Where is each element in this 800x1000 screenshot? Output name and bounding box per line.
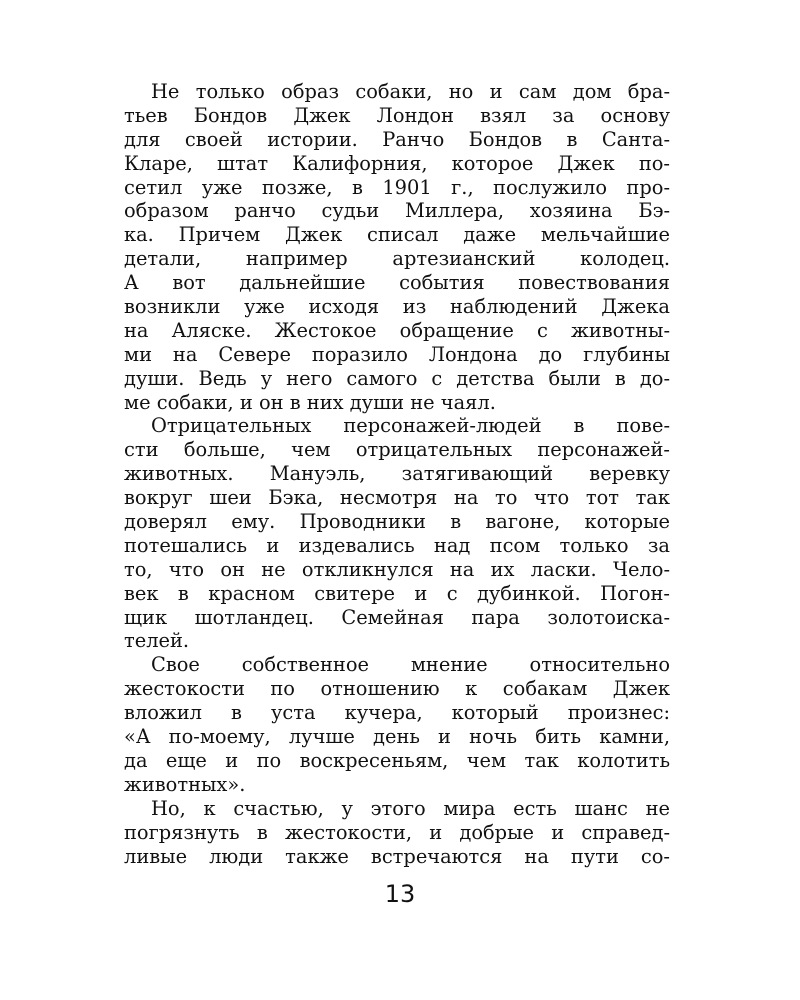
- text-line: сти больше, чем отрицательных персонажей-: [124, 438, 670, 462]
- text-line: ми на Севере поразило Лондона до глубины: [124, 342, 670, 366]
- text-line: А вот дальнейшие события повествования: [124, 271, 670, 295]
- text-line: вложил в уста кучера, который произнес:: [124, 701, 670, 725]
- text-line: Кларе, штат Калифорния, которое Джек по-: [124, 151, 670, 175]
- text-line: Свое собственное мнение относительно: [151, 653, 670, 677]
- text-line: доверял ему. Проводники в вагоне, которые: [124, 510, 670, 534]
- text-line: погрязнуть в жестокости, и добрые и справед-: [124, 820, 670, 844]
- text-line: ка. Причем Джек списал даже мельчайшие: [124, 223, 670, 247]
- text-line: животных».: [124, 772, 246, 796]
- paragraph: [124, 797, 670, 869]
- body-text: [124, 80, 670, 868]
- paragraph: [124, 80, 670, 414]
- text-line: Отрицательных персонажей-людей в пове-: [151, 414, 670, 438]
- text-line: век в красном свитере и с дубинкой. Погон-: [124, 581, 670, 605]
- text-line: потешались и издевались над псом только за: [124, 533, 670, 557]
- text-line: да еще и по воскресеньям, чем так колотить: [124, 748, 670, 772]
- text-line: Но, к счастью, у этого мира есть шанс не: [151, 796, 670, 820]
- text-line: то, что он не откликнулся на их ласки. Чело-: [124, 557, 670, 581]
- text-line: для своей истории. Ранчо Бондов в Санта-: [124, 127, 670, 151]
- text-line: «А по-моему, лучше день и ночь бить камни,: [124, 725, 670, 749]
- text-line: животных. Мануэль, затягивающий веревку: [124, 462, 670, 486]
- text-line: возникли уже исходя из наблюдений Джека: [124, 295, 670, 319]
- text-line: души. Ведь у него самого с детства были в до-: [124, 366, 670, 390]
- text-line: Не только образ собаки, но и сам дом бра-: [151, 80, 670, 103]
- text-line: ливые люди также встречаются на пути со-: [124, 844, 670, 868]
- text-line: образом ранчо судьи Миллера, хозяина Бэ-: [124, 199, 670, 223]
- text-line: телей.: [124, 629, 190, 653]
- page-number: 13: [384, 880, 416, 908]
- text-line: тьев Бондов Джек Лондон взял за основу: [124, 103, 670, 127]
- text-line: на Аляске. Жестокое обращение с животны-: [124, 318, 670, 342]
- paragraph: [124, 653, 670, 796]
- text-line: вокруг шеи Бэка, несмотря на то что тот так: [124, 486, 670, 510]
- text-line: жестокости по отношению к собакам Джек: [124, 677, 670, 701]
- text-line: детали, например артезианский колодец.: [124, 247, 670, 271]
- text-line: сетил уже позже, в 1901 г., послужило про-: [124, 175, 670, 199]
- text-line: щик шотландец. Семейная пара золотоиска-: [124, 605, 670, 629]
- paragraph: [124, 414, 670, 653]
- text-line: ме собаки, и он в них души не чаял.: [124, 390, 496, 414]
